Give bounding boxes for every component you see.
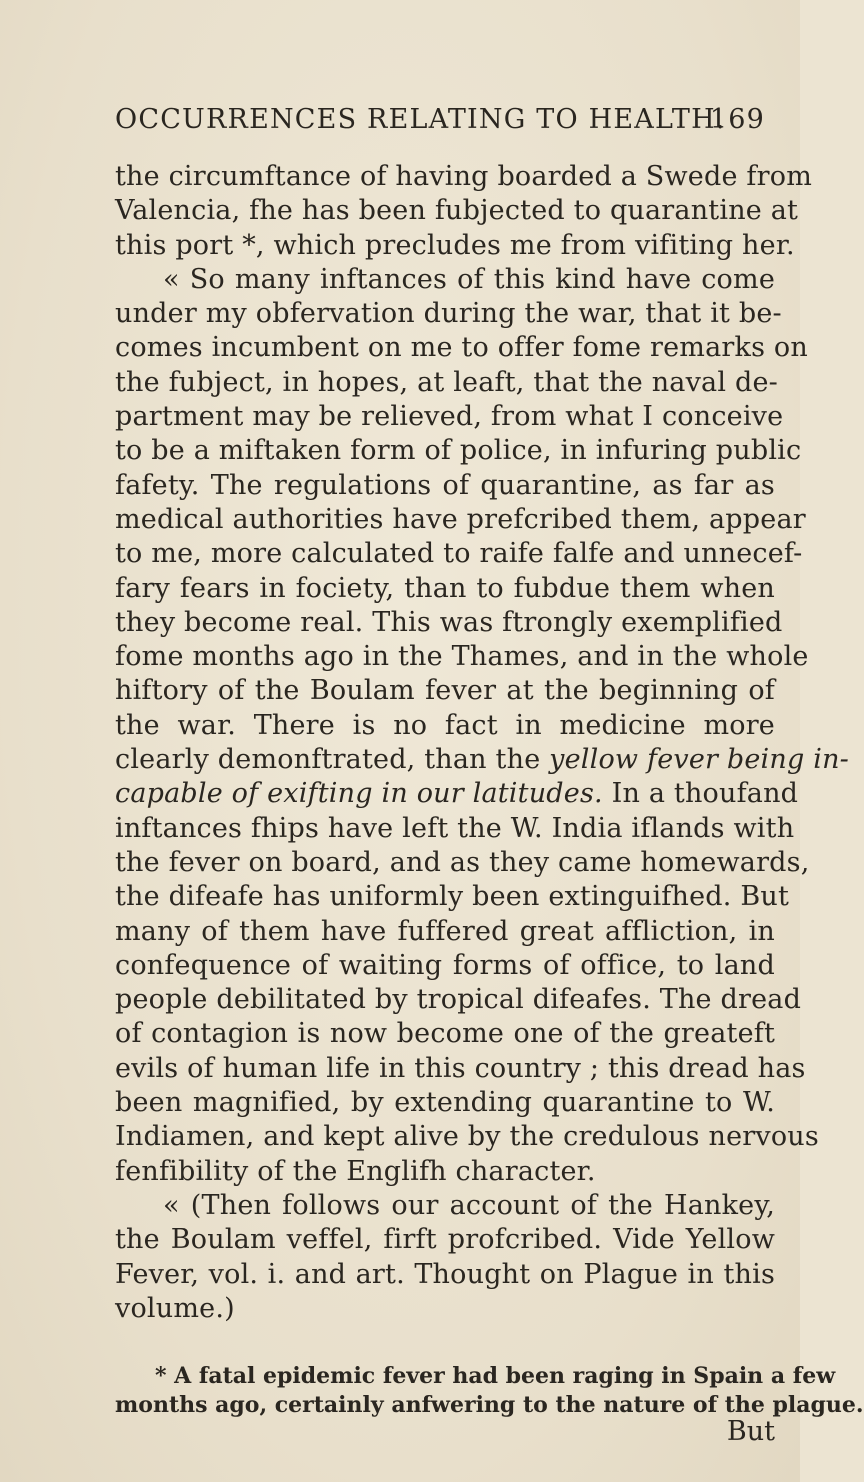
text-line: the fubject, in hopes, at leaft, that the naval de- (115, 366, 778, 398)
text-line: fary fears in fociety, than to fubdue them when (115, 572, 775, 604)
text-line: this port *, which precludes me from vifiting her. (115, 229, 795, 261)
text-line: fome months ago in the Thames, and in the whole (115, 641, 809, 673)
page-number: 169 (709, 104, 765, 135)
text-line (115, 743, 850, 777)
running-header (115, 104, 775, 148)
italic-text-run: capable of exifting in our latitudes. (115, 778, 603, 810)
text-line: Valencia, fhe has been fubjected to quarantine at (115, 195, 799, 227)
footnote-line: months ago, certainly anfwering to the nature of the plague. (115, 1392, 864, 1418)
text-line: medical authorities have prefcribed them, appear (115, 503, 806, 535)
text-line: volume.) (115, 1292, 235, 1324)
running-title: OCCURRENCES RELATING TO HEALTH. (115, 104, 726, 135)
text-run: In a thoufand (602, 778, 799, 810)
text-line: confequence of waiting forms of office, to land (115, 949, 775, 981)
footnote-line: * A fatal epidemic fever had been raging in Spain a few (155, 1363, 836, 1389)
text-line: comes incumbent on me to offer fome remarks on (115, 332, 808, 364)
text-line: the circumftance of having boarded a Swede from (115, 161, 812, 192)
text-line: under my obfervation during the war, that it be- (115, 298, 782, 330)
text-line: inftances fhips have left the W. India iflands with (115, 812, 795, 844)
text-line (115, 777, 799, 811)
body-text (115, 160, 850, 1326)
text-line: the war. There is no fact in medicine more (115, 709, 775, 741)
text-line: « (Then follows our account of the Hankey, (163, 1189, 775, 1221)
text-line: the Boulam veffel, firft profcribed. Vide Yellow (115, 1224, 775, 1256)
text-line: to be a miftaken form of police, in infuring public (115, 435, 802, 467)
text-line: many of them have fuffered great affliction, in (115, 915, 775, 947)
text-line: hiftory of the Boulam fever at the beginning of (115, 675, 775, 707)
text-line: been magnified, by extending quarantine to W. (115, 1087, 775, 1119)
text-line: Indiamen, and kept alive by the credulous nervous (115, 1121, 819, 1153)
text-line: to me, more calculated to raife falfe and unnecef- (115, 538, 803, 570)
text-line: Fever, vol. i. and art. Thought on Plague in this (115, 1258, 775, 1290)
italic-text-run: yellow fever being in- (549, 744, 850, 776)
text-line: the difeafe has uniformly been extinguifhed. But (115, 881, 790, 913)
text-line: evils of human life in this country ; this dread has (115, 1052, 806, 1084)
text-line: people debilitated by tropical difeafes. The dread (115, 984, 802, 1016)
text-line: the fever on board, and as they came homewards, (115, 846, 810, 878)
text-line: fenfibility of the Englifh character. (115, 1155, 596, 1187)
footnote (115, 1362, 864, 1420)
text-run: clearly demonftrated, than the (115, 744, 550, 776)
text-line: « So many inftances of this kind have come (163, 263, 775, 295)
catchword: But (726, 1416, 775, 1447)
text-line: partment may be relieved, from what I conceive (115, 401, 784, 433)
text-line: of contagion is now become one of the greateft (115, 1018, 775, 1050)
text-line: fafety. The regulations of quarantine, as far as (115, 469, 775, 501)
text-line: they become real. This was ftrongly exemplified (115, 606, 783, 638)
